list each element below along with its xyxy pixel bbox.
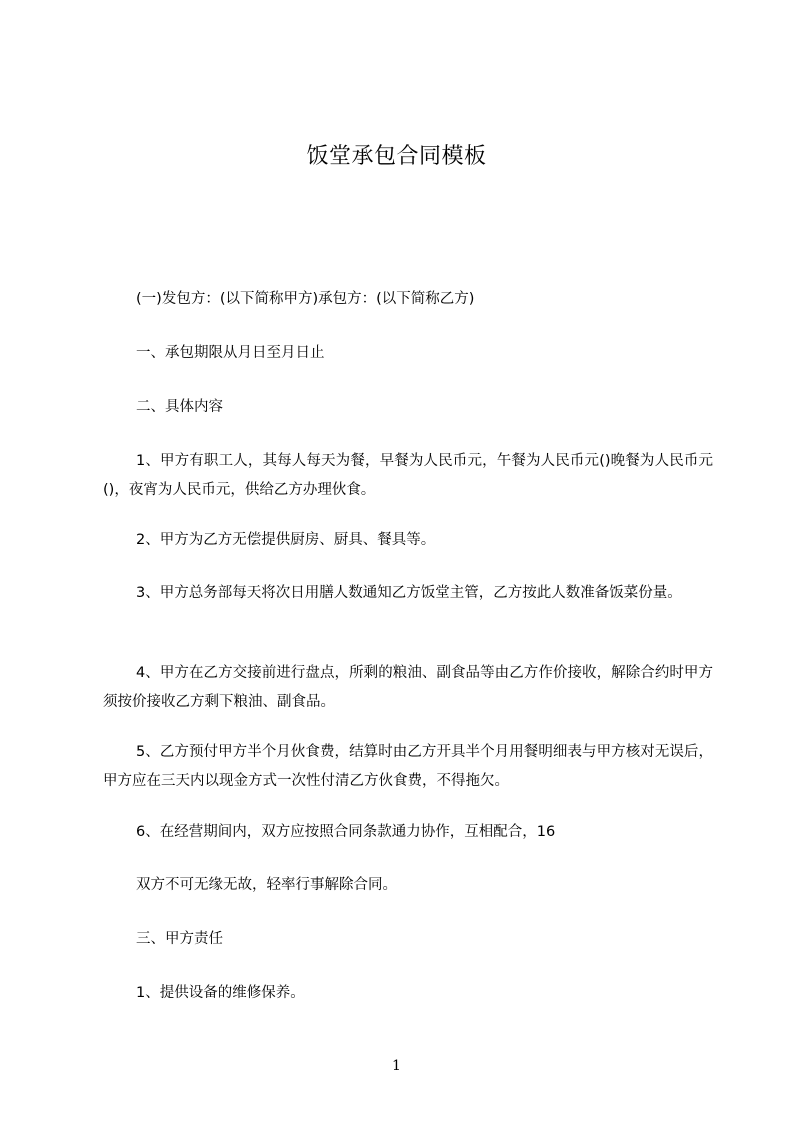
paragraph-item-2: 2、甲方为乙方无偿提供厨房、厨具、餐具等。 bbox=[136, 532, 436, 548]
paragraph-content-heading: 二、具体内容 bbox=[136, 399, 223, 415]
paragraph-term: 一、承包期限从月日至月日止 bbox=[136, 345, 325, 361]
page-number: 1 bbox=[392, 1058, 401, 1074]
paragraph-continuation: 双方不可无缘无故，轻率行事解除合同。 bbox=[136, 877, 397, 893]
paragraph-item-5: 5、乙方预付甲方半个月伙食费，结算时由乙方开具半个月用餐明细表与甲方核对无误后，甲方应在三天内以现金方式一次性付清乙方伙食费，不得拖欠。 bbox=[103, 744, 713, 789]
paragraph-party-a-item-1: 1、提供设备的维修保养。 bbox=[136, 985, 305, 1001]
document-title: 饭堂承包合同模板 bbox=[306, 144, 487, 169]
paragraph-item-6: 6、在经营期间内，双方应按照合同条款通力协作，互相配合，16 bbox=[136, 824, 556, 840]
paragraph-party-a-heading: 三、甲方责任 bbox=[136, 931, 223, 947]
paragraph-item-1: 1、甲方有职工人，其每人每天为餐，早餐为人民币元，午餐为人民币元()晚餐为人民币元()，夜宵为人民币元，供给乙方办理伙食。 bbox=[103, 453, 713, 498]
paragraph-item-3: 3、甲方总务部每天将次日用膳人数通知乙方饭堂主管，乙方按此人数准备饭菜份量。 bbox=[136, 585, 682, 601]
paragraph-parties: (一)发包方：(以下简称甲方)承包方：(以下简称乙方) bbox=[136, 291, 475, 307]
paragraph-item-4: 4、甲方在乙方交接前进行盘点，所剩的粮油、副食品等由乙方作价接收，解除合约时甲方须按价接收乙方剩下粮油、副食品。 bbox=[103, 665, 713, 710]
